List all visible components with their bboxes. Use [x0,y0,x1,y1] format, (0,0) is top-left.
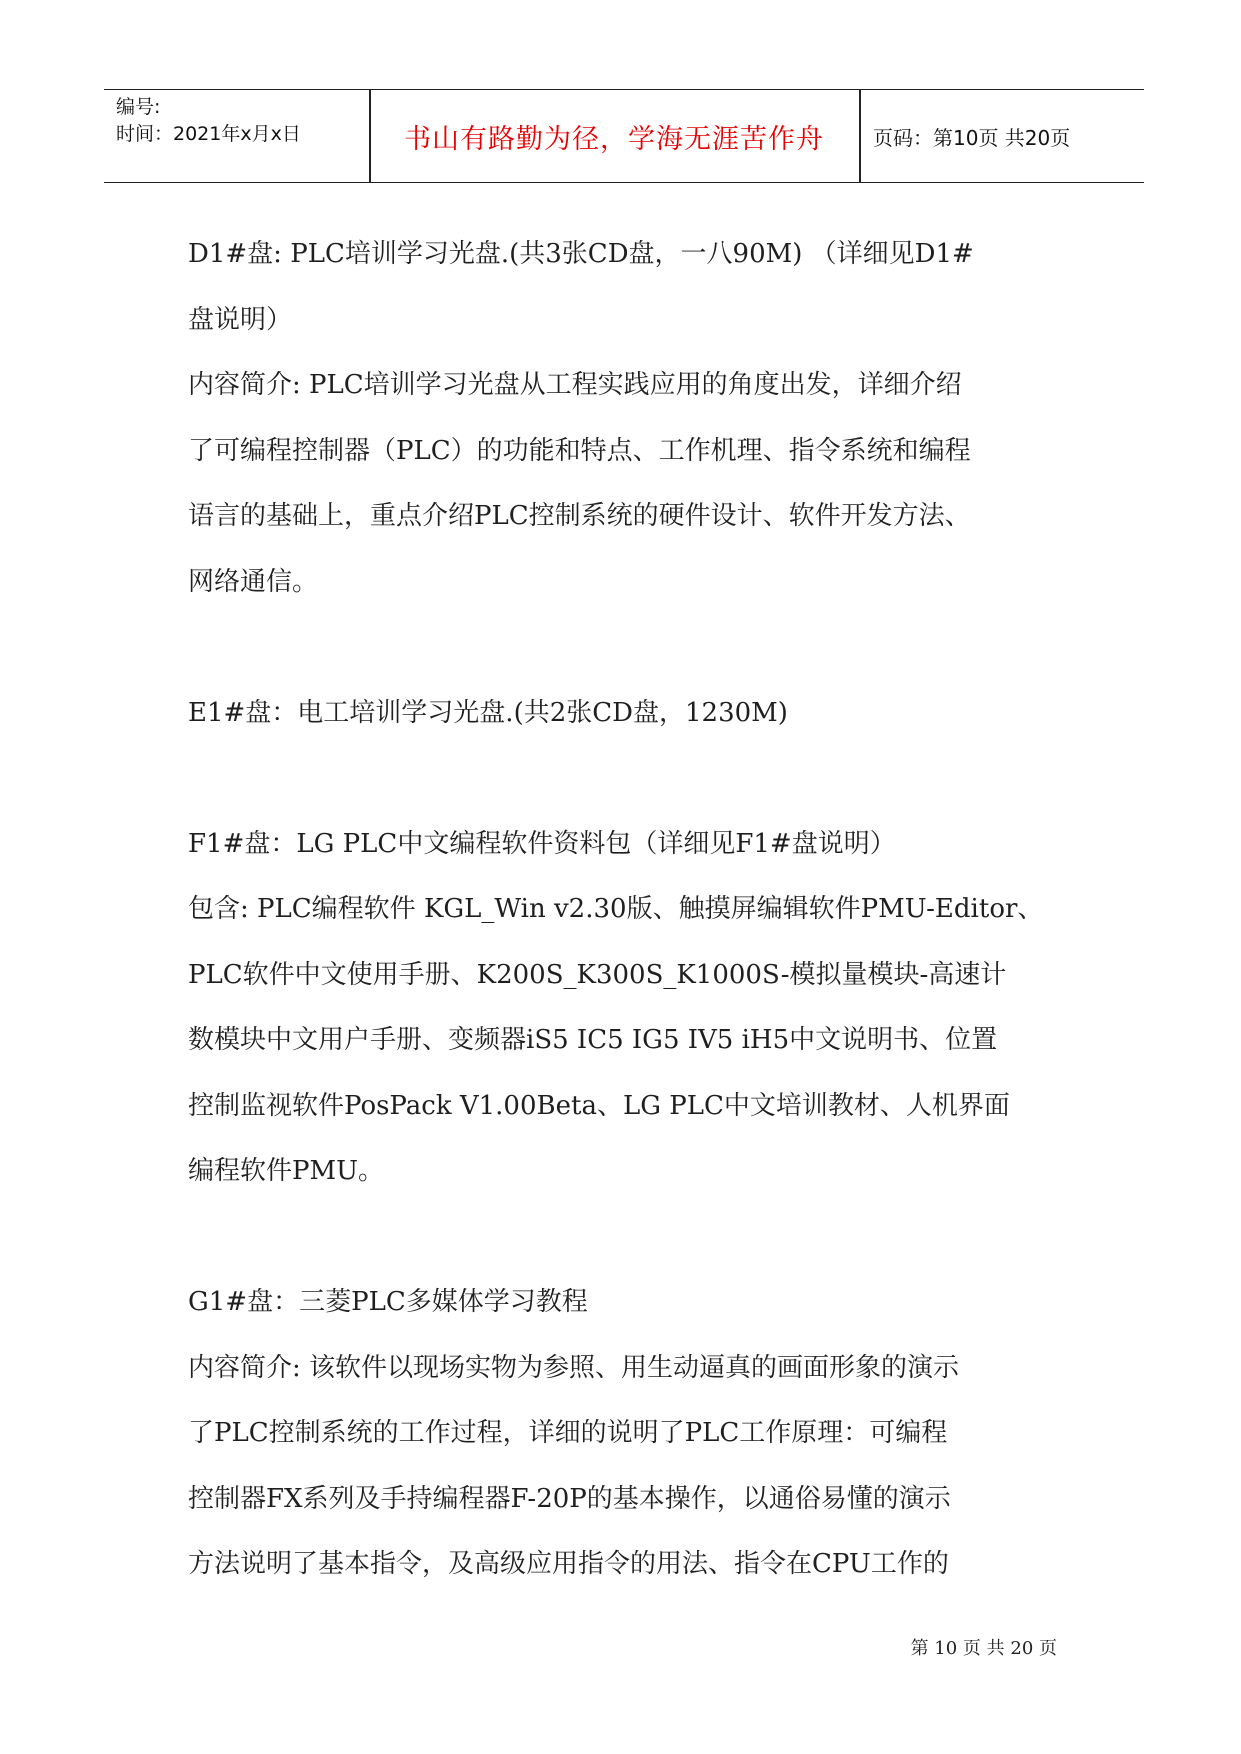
time-label: 时间：2021年x月x日 [116,123,301,145]
f1-description-line: 编程软件PMU。 [188,1156,385,1186]
header-page-info: 页码：第10页 共20页 [873,125,1071,150]
header-motto: 书山有路勤为径，学海无涯苦作舟 [404,123,824,155]
d1-description-line: 了可编程控制器（PLC）的功能和特点、工作机理、指令系统和编程 [188,435,971,466]
d1-description-line: 网络通信。 [188,566,319,597]
paragraph-gap [188,615,1088,681]
paragraph-gap [188,1205,1088,1271]
g1-title: G1#盘：三菱PLC多媒体学习教程 [188,1287,588,1317]
g1-description-line: 控制器FX系列及手持编程器F-20P的基本操作，以通俗易懂的演示 [188,1483,951,1514]
f1-description-line: 数模块中文用户手册、变频器iS5 IC5 IG5 IV5 iH5中文说明书、位置 [188,1025,998,1055]
d1-description-line: 内容简介: PLC培训学习光盘从工程实践应用的角度出发，详细介绍 [188,370,962,400]
g1-description-line: 了PLC控制系统的工作过程，详细的说明了PLC工作原理：可编程 [188,1418,948,1448]
document-body [188,222,1088,1598]
f1-description-line: 包含: PLC编程软件 KGL_Win v2.30版、触摸屏编辑软件PMU-Editor、 [188,894,1044,924]
e1-title: E1#盘：电工培训学习光盘.(共2张CD盘，1230M) [188,697,788,728]
page-header [104,89,1144,183]
g1-description-line: 方法说明了基本指令，及高级应用指令的用法、指令在CPU工作的 [188,1549,949,1579]
paragraph-gap [188,746,1088,812]
header-divider-right [859,90,861,182]
f1-title: F1#盘：LG PLC中文编程软件资料包（详细见F1#盘说明） [188,828,896,859]
d1-title-continued: 盘说明） [188,304,293,335]
page-footer: 第 10 页 共 20 页 [910,1638,1057,1659]
f1-description-line: PLC软件中文使用手册、K200S_K300S_K1000S-模拟量模块-高速计 [188,959,1007,990]
header-meta [116,94,362,148]
g1-description-line: 内容简介: 该软件以现场实物为参照、用生动逼真的画面形象的演示 [188,1352,960,1383]
f1-description-line: 控制监视软件PosPack V1.00Beta、LG PLC中文培训教材、人机界面 [188,1090,1010,1121]
code-label: 编号: [116,96,161,118]
d1-description-line: 语言的基础上，重点介绍PLC控制系统的硬件设计、软件开发方法、 [188,501,971,531]
d1-title: D1#盘: PLC培训学习光盘.(共3张CD盘，一八90M) （详细见D1# [188,239,974,269]
